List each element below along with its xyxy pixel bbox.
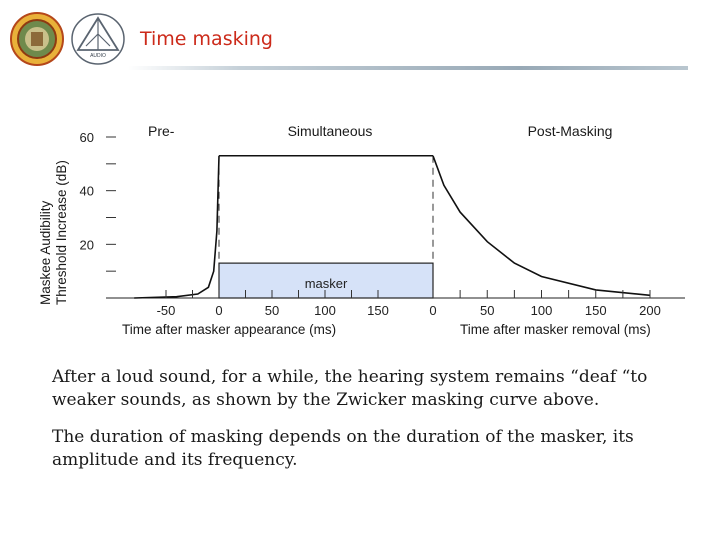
y-axis-label-line1: Maskee Audibility: [38, 200, 53, 305]
x-tick-label: 50: [264, 303, 280, 318]
slide-title: Time masking: [140, 28, 273, 50]
y-tick-label: 40: [79, 183, 94, 199]
x-axis-label-left: Time after masker appearance (ms): [122, 322, 337, 337]
y-axis-label-line2: Threshold Increase (dB): [54, 160, 69, 305]
x-tick-label: 0: [215, 303, 223, 318]
pre-masking-curve: [134, 156, 219, 298]
y-tick-label: 20: [79, 237, 94, 253]
audio-academy-logo: [70, 12, 126, 66]
svg-text:AUDIO: AUDIO: [90, 53, 106, 59]
region-pre-label: Pre-: [148, 123, 175, 139]
masking-chart: [30, 100, 690, 340]
x-tick-label: 100: [530, 303, 553, 318]
university-seal-logo: [10, 12, 64, 66]
caption-paragraph-1: After a loud sound, for a while, the hearing system remains “deaf “to weaker sounds, as shown by the Zwicker masking curve above.: [52, 367, 648, 410]
title-divider: [128, 66, 688, 70]
post-masking-curve: [433, 156, 650, 295]
caption-paragraph-2: The duration of masking depends on the duration of the masker, its amplitude and its frequency.: [52, 427, 634, 470]
x-tick-label: 0: [429, 303, 437, 318]
x-tick-label: -50: [156, 303, 176, 318]
x-axis-label-right: Time after masker removal (ms): [460, 322, 651, 337]
x-tick-label: 150: [584, 303, 607, 318]
x-tick-label: 50: [480, 303, 495, 318]
y-tick-label: 60: [79, 130, 94, 145]
masker-label: masker: [304, 276, 348, 292]
x-tick-label: 200: [639, 303, 661, 318]
x-tick-label: 150: [367, 303, 389, 318]
x-tick-label: 100: [314, 303, 336, 318]
region-simultaneous-label: Simultaneous: [287, 123, 373, 139]
region-post-label: Post-Masking: [527, 123, 613, 139]
